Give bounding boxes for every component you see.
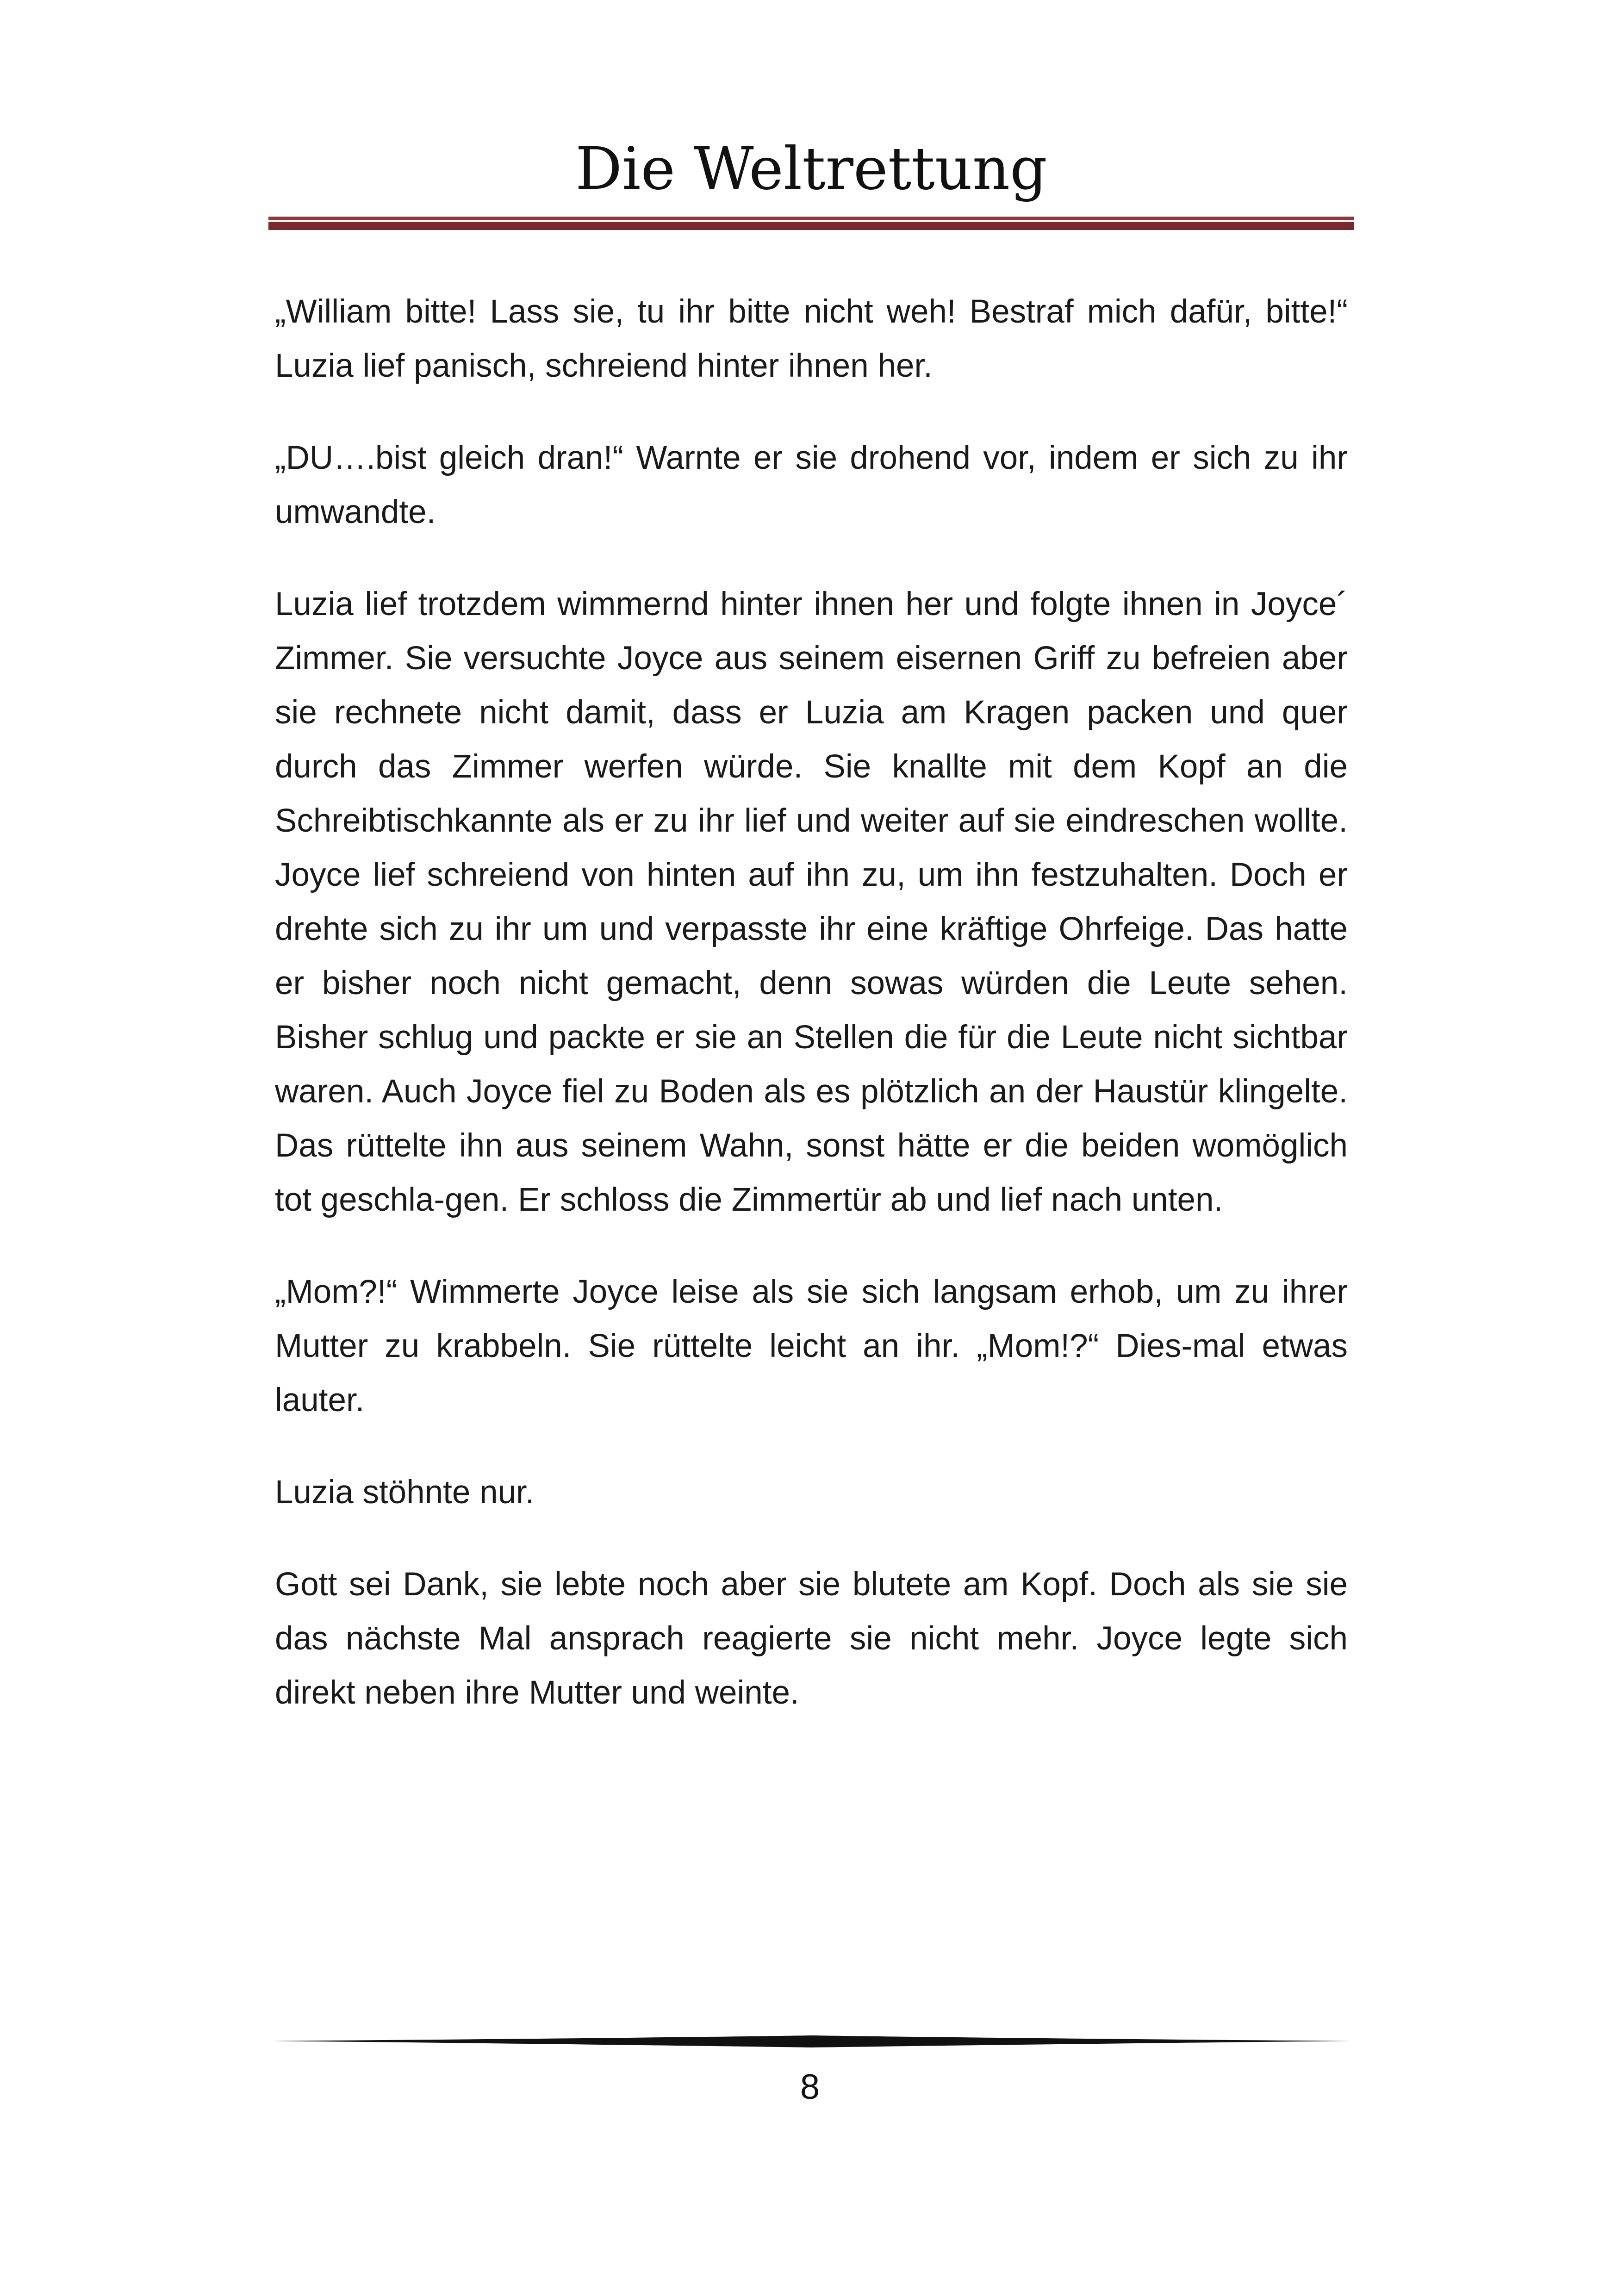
paragraph-2: „DU….bist gleich dran!“ Warnte er sie drohend vor, indem er sich zu ihr umwandte. — [275, 440, 1348, 530]
header-divider-thick-line — [268, 222, 1354, 230]
header-divider-thin-line — [268, 217, 1354, 220]
header-divider — [268, 217, 1354, 230]
paragraph-5: Luzia stöhnte nur. — [275, 1474, 535, 1511]
paragraph-1: „William bitte! Lass sie, tu ihr bitte nicht weh! Bestraf mich dafür, bitte!“ Luzia lief panisch, schreiend hinter ihnen her. — [275, 293, 1348, 384]
page-number: 8 — [800, 2067, 820, 2107]
paragraph-6: Gott sei Dank, sie lebte noch aber sie blutete am Kopf. Doch als sie sie das nächste Mal ansprach reagierte sie nicht mehr. Joyce legte sich direkt neben ihre Mutter und weinte. — [275, 1566, 1348, 1711]
paragraph-3: Luzia lief trotzdem wimmernd hinter ihnen her und folgte ihnen in Joyce´ Zimmer. Sie versuchte Joyce aus seinem eisernen Griff zu befreien aber sie rechnete nicht damit, dass er Luzia am Kragen packen und quer durch das Zimmer werfen würde. Sie knallte mit dem Kopf an die Schreibtischkannte als er zu ihr lief und weiter auf sie eindreschen wollte. Joyce lief schreiend von hinten auf ihn zu, um ihn festzuhalten. Doch er drehte sich zu ihr um und verpasste ihr eine kräftige Ohrfeige. Das hatte er bisher noch nicht gemacht, denn sowas würden die Leute sehen. Bisher schlug und packte er sie an Stellen die für die Leute nicht sichtbar waren. Auch Joyce fiel zu Boden als es plötzlich an der Haustür klingelte. Das rüttelte ihn aus seinem Wahn, sonst hätte er die beiden womöglich tot geschla-gen. Er schloss die Zimmertür ab und lief nach unten. — [275, 586, 1348, 1218]
paragraph-4: „Mom?!“ Wimmerte Joyce leise als sie sich langsam erhob, um zu ihrer Mutter zu krabbeln. Sie rüttelte leicht an ihr. „Mom!?“ Dies-mal etwas lauter. — [275, 1274, 1348, 1419]
footer-divider — [273, 2032, 1351, 2050]
page-header-title: Die Weltrettung — [575, 135, 1047, 203]
footer-divider-swash — [273, 2035, 1351, 2047]
body-text — [275, 285, 1348, 1758]
